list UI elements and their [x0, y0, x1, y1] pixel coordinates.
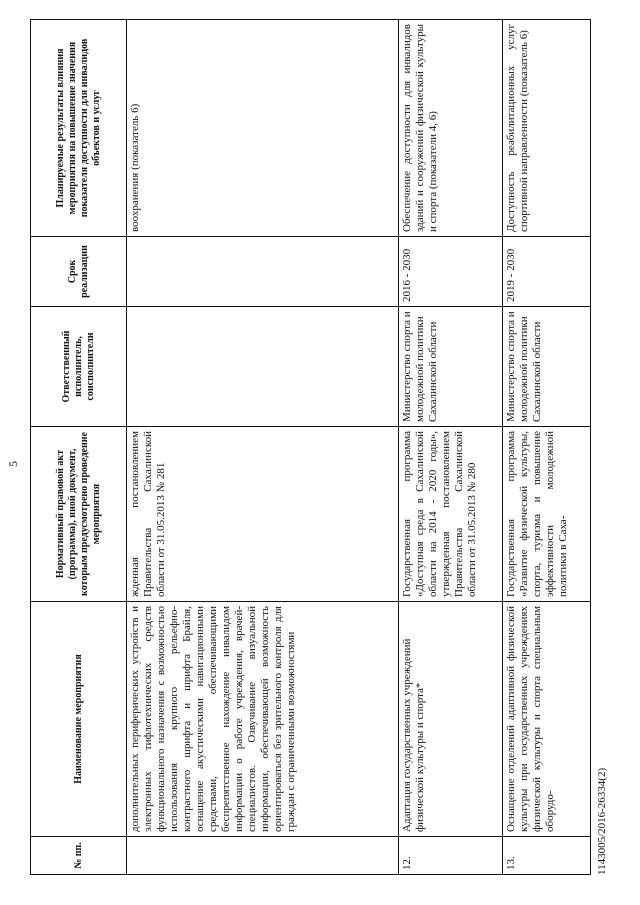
row-num — [127, 837, 399, 875]
header-responsible: Ответственный исполнитель, соисполнители — [31, 307, 127, 427]
row-name: Адаптация государственных учреждений физической культуры и спорта* — [399, 602, 503, 837]
row-term: 2019 - 2030 — [503, 237, 591, 307]
header-num: № пп. — [31, 837, 127, 875]
table-row — [503, 20, 591, 875]
row-act: Государственная программа «Доступная среда в Сахалинской области на 2014 - 2020 годы», утвержденная постановлением Правительства Сахалинской области от 31.05.2013 № 280 — [399, 427, 503, 602]
header-act: Нормативный правовой акт (программа), иной документ, которым предусмотрено проведение мероприятия — [31, 427, 127, 602]
page-number: 5 — [6, 461, 20, 467]
header-name: Наименование мероприятия — [31, 602, 127, 837]
row-num: 13. — [503, 837, 591, 875]
header-term: Срок реализации — [31, 237, 127, 307]
row-result: Обеспечение доступности для инвалидов зданий и сооружений физической культуры и спорта (показатели 4, 6) — [399, 20, 503, 237]
header-row — [31, 20, 127, 875]
table-row — [399, 20, 503, 875]
row-num: 12. — [399, 837, 503, 875]
row-act: жденная постановлением Правительства Сахалинской области от 31.05.2013 № 281 — [127, 427, 399, 602]
row-name: Оснащение отделений адаптивной физической культуры при государственных учреждениях физической культуры и спорта специальным оборудо- — [503, 602, 591, 837]
row-name: дополнительных периферических устройств и электронных тифлотехнических средств функционального назначения с возможностью использования крупного рельефно-контрастного шрифта и шрифта Брайля, оснащение акустическими навигационными средствами, обеспечивающими беспрепятственное нахождение инвалидом информации о работе учреждения, врачей-специалистов. Озвучивание визуальной информации, обеспечивающей возможность ориентироваться без зрительного контроля для граждан с ограниченными возможностями — [127, 602, 399, 837]
header-result: Планируемые результаты влияния мероприятия на повышение значения показателя доступности для инвалидов объектов и услуг — [31, 20, 127, 237]
row-term: 2016 - 2030 — [399, 237, 503, 307]
table-row — [127, 20, 399, 875]
footer-code: 1143005/2016-26334(2) — [596, 767, 608, 875]
row-term — [127, 237, 399, 307]
row-result: Доступность реабилитационных услуг спортивной направленности (показатель 6) — [503, 20, 591, 237]
row-responsible: Министерство спорта и молодежной политики Сахалинской области — [503, 307, 591, 427]
row-act: Государственная программа «Развитие физической культуры, спорта, туризма и повышение эффективности молодежной политики в Саха- — [503, 427, 591, 602]
row-responsible: Министерство спорта и молодежной политики Сахалинской области — [399, 307, 503, 427]
row-result: воохранения (показатель 6) — [127, 20, 399, 237]
measures-table — [30, 19, 591, 875]
row-responsible — [127, 307, 399, 427]
